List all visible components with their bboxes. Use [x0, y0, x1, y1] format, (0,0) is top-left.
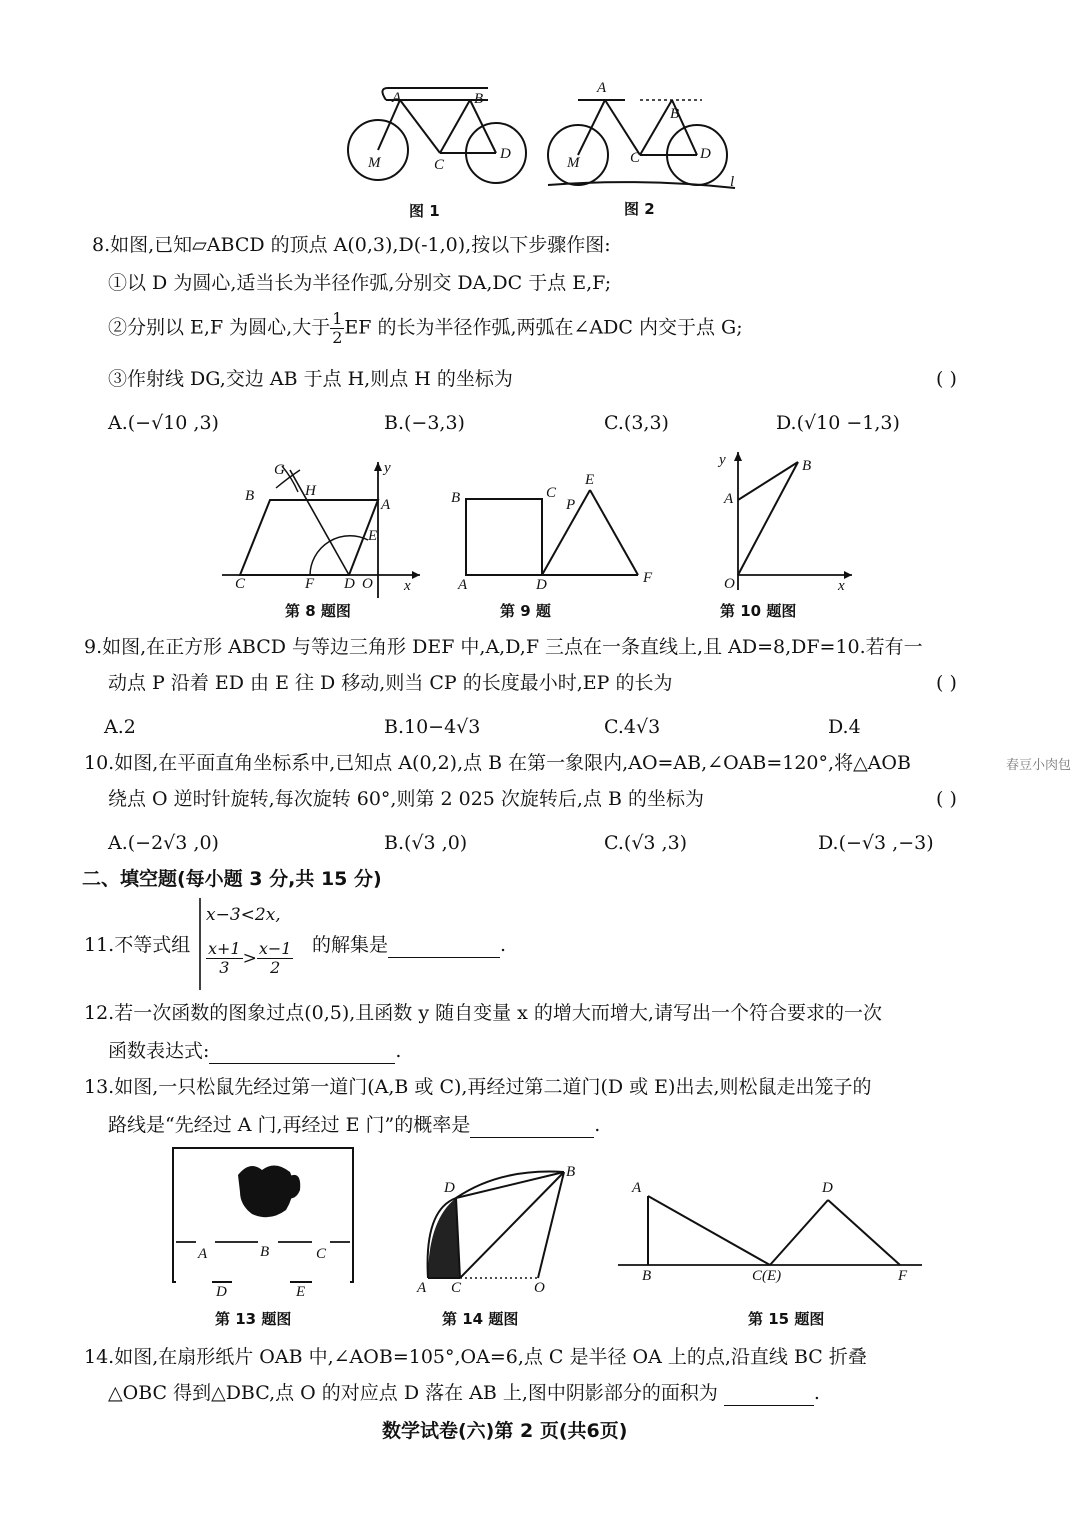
fig2-label-a: A: [597, 80, 607, 96]
q8-step1: ①以 D 为圆心,适当长为半径作弧,分别交 DA,DC 于点 E,F;: [108, 272, 612, 294]
fig10-label-y: y: [719, 452, 726, 468]
fig10-label-b: B: [802, 458, 812, 474]
fig15-label-f: F: [898, 1268, 908, 1284]
section-2-title: 二、填空题(每小题 3 分,共 15 分): [82, 868, 382, 890]
q14-line2: △OBC 得到△DBC,点 O 的对应点 D 落在 AB 上,图中阴影部分的面积为 .: [108, 1382, 820, 1404]
fig15-label-ce: C(E): [752, 1268, 782, 1284]
fig8-label-d: D: [344, 576, 355, 592]
fig8-label-o: O: [362, 576, 373, 592]
fig1-label-m: M: [368, 155, 381, 171]
fig8-label-c: C: [235, 576, 246, 592]
q10-option-d: D.(−√3 ,−3): [818, 832, 934, 854]
fig14-label-b: B: [566, 1164, 576, 1180]
fig1-caption: 图 1: [409, 202, 440, 220]
q8-step3: ③作射线 DG,交边 AB 于点 H,则点 H 的坐标为: [108, 368, 513, 390]
q8-answer-paren: ( ): [936, 368, 957, 390]
fig2-caption: 图 2: [624, 200, 655, 218]
q8-step2-fraction: $\frac{1}{2}$: [332, 309, 343, 347]
q8-option-c: C.(3,3): [604, 412, 669, 434]
fig2-label-l: l: [730, 174, 735, 190]
fig1-label-b: B: [474, 91, 484, 107]
fig10-label-x: x: [838, 578, 845, 594]
watermark: 春豆小肉包: [1006, 758, 1072, 773]
q8-step2-pre: ②分别以 E,F 为圆心,大于: [108, 316, 331, 339]
q10-answer-paren: ( ): [936, 788, 957, 810]
q9-option-c: C.4√3: [604, 716, 661, 738]
q14-line1: 14.如图,在扇形纸片 OAB 中,∠AOB=105°,OA=6,点 C 是半径 OA 上的点,沿直线 BC 折叠: [84, 1346, 867, 1368]
fig13-label-d: D: [216, 1284, 227, 1300]
fig13-label-c: C: [316, 1246, 327, 1262]
fig10-label-o: O: [724, 576, 735, 592]
q11-operator: >: [242, 948, 257, 969]
fig9-label-b: B: [451, 490, 461, 506]
q12-line1: 12.若一次函数的图象过点(0,5),且函数 y 随自变量 x 的增大而增大,请写出一个符合要求的一次: [84, 1002, 882, 1024]
fig14-label-d: D: [444, 1180, 455, 1196]
q10-option-c: C.(√3 ,3): [604, 832, 688, 854]
fig1-label-a: A: [392, 90, 402, 106]
q12-line2: 函数表达式: .: [108, 1040, 402, 1062]
fig14-label-o: O: [534, 1280, 545, 1296]
fig2-label-m: M: [567, 155, 580, 171]
page-footer: 数学试卷(六)第 2 页(共6页): [382, 1420, 628, 1442]
fig10-label-a: A: [724, 491, 734, 507]
fig13-caption: 第 13 题图: [215, 1310, 292, 1328]
fig1-label-d: D: [500, 146, 511, 162]
q14-answer-blank[interactable]: [724, 1387, 814, 1406]
fig13-label-e: E: [296, 1284, 306, 1300]
q13-line2: 路线是“先经过 A 门,再经过 E 门”的概率是 .: [108, 1114, 601, 1136]
fig9-label-e: E: [585, 472, 595, 488]
fig15-label-b: B: [642, 1268, 652, 1284]
q8-option-d: D.(√10 −1,3): [776, 412, 900, 434]
q10-option-a: A.(−2√3 ,0): [108, 832, 219, 854]
fig9-label-d: D: [536, 577, 547, 593]
fig9-label-p: P: [566, 497, 576, 513]
q9-option-a: A.2: [104, 716, 136, 738]
q11-inequality-1: x−3<2x,: [206, 905, 281, 925]
q9-line2: 动点 P 沿着 ED 由 E 往 D 移动,则当 CP 的长度最小时,EP 的长为: [108, 672, 673, 694]
fig14-label-c: C: [451, 1280, 462, 1296]
fig13-label-b: B: [260, 1244, 270, 1260]
q13-line1: 13.如图,一只松鼠先经过第一道门(A,B 或 C),再经过第二道门(D 或 E)出去,则松鼠走出笼子的: [84, 1076, 872, 1098]
q8-option-b: B.(−3,3): [384, 412, 465, 434]
fig15-label-a: A: [632, 1180, 642, 1196]
fig2-label-d: D: [700, 146, 711, 162]
fig8-label-x: x: [404, 578, 411, 594]
fig15-caption: 第 15 题图: [748, 1310, 825, 1328]
fig8-label-a: A: [381, 497, 391, 513]
fig8-caption: 第 8 题图: [285, 602, 351, 620]
fig8-label-b: B: [245, 488, 255, 504]
fig9-label-a: A: [458, 577, 468, 593]
q8-option-a: A.(−√10 ,3): [108, 412, 219, 434]
q11-left-fraction: $\frac{x+1}{3}$: [208, 939, 241, 977]
fig8-label-f: F: [305, 576, 315, 592]
fig8-label-g: G: [274, 462, 285, 478]
q8-step2-post: EF 的长为半径作弧,两弧在∠ADC 内交于点 G;: [344, 316, 743, 339]
q8-stem: 8.如图,已知▱ABCD 的顶点 A(0,3),D(-1,0),按以下步骤作图:: [92, 234, 611, 256]
fig9-label-c: C: [546, 485, 557, 501]
fig9-label-f: F: [643, 570, 653, 586]
q11-right-fraction: $\frac{x-1}{2}$: [258, 939, 292, 977]
fig13-label-a: A: [198, 1246, 208, 1262]
fig9-caption: 第 9 题: [500, 602, 551, 620]
fig1-label-c: C: [434, 157, 445, 173]
q10-line1: 10.如图,在平面直角坐标系中,已知点 A(0,2),点 B 在第一象限内,AO=AB,∠OAB=120°,将△AOB: [84, 752, 911, 774]
q11-suffix: 的解集是 .: [312, 934, 507, 956]
fig8-label-e: E: [368, 528, 378, 544]
fig15-label-d: D: [822, 1180, 833, 1196]
q11-prefix: 11.不等式组: [84, 934, 191, 956]
q10-option-b: B.(√3 ,0): [384, 832, 468, 854]
fig8-label-h: H: [305, 483, 316, 499]
q9-option-b: B.10−4√3: [384, 716, 481, 738]
fig8-label-y: y: [384, 460, 391, 476]
fig2-label-b: B: [670, 106, 680, 122]
fig14-label-a: A: [417, 1280, 427, 1296]
fig10-caption: 第 10 题图: [720, 602, 797, 620]
q9-line1: 9.如图,在正方形 ABCD 与等边三角形 DEF 中,A,D,F 三点在一条直线上,且 AD=8,DF=10.若有一: [84, 636, 923, 658]
fig14-caption: 第 14 题图: [442, 1310, 519, 1328]
q9-option-d: D.4: [828, 716, 861, 738]
q10-line2: 绕点 O 逆时针旋转,每次旋转 60°,则第 2 025 次旋转后,点 B 的坐标为: [108, 788, 705, 810]
fig2-label-c: C: [630, 150, 641, 166]
q9-answer-paren: ( ): [936, 672, 957, 694]
